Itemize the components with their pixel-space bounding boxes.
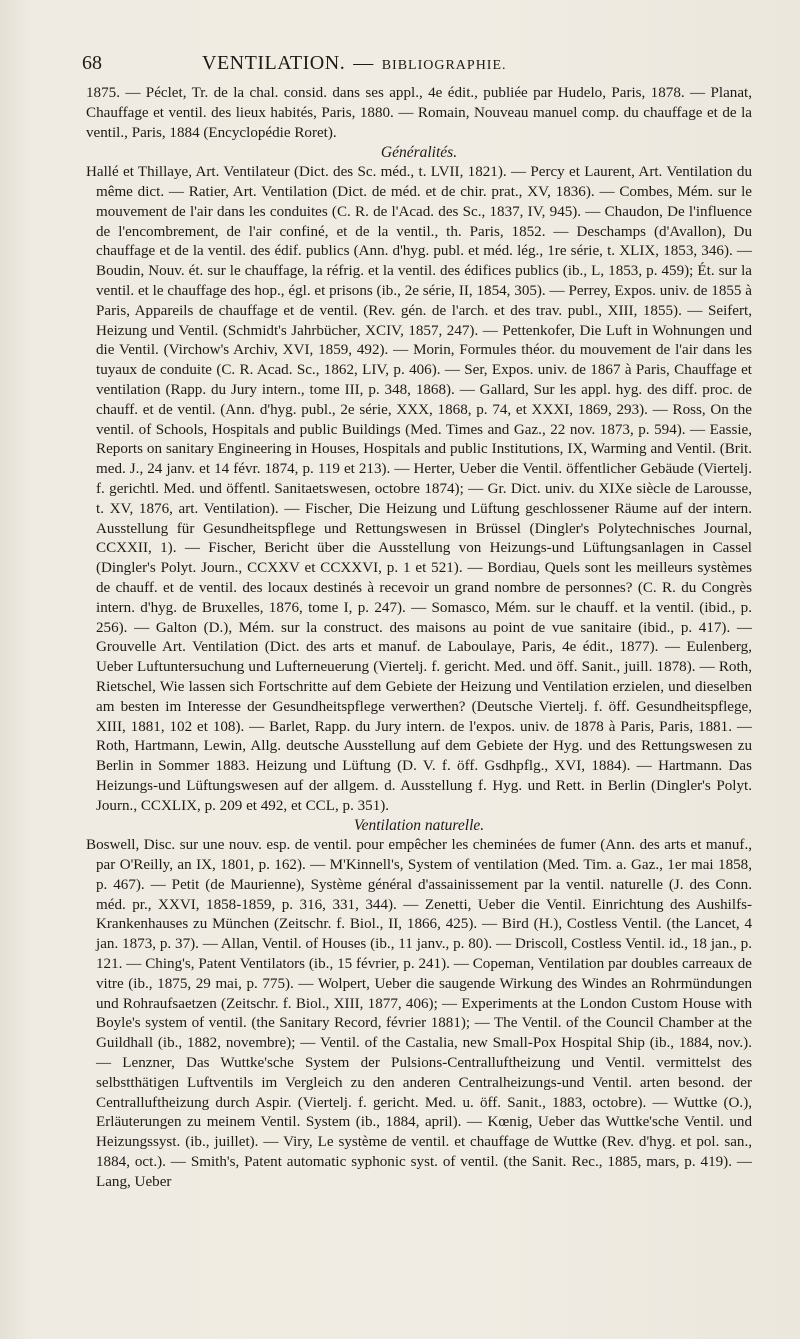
bibliography-paragraph-ventilation-naturelle: Boswell, Disc. sur une nouv. esp. de ventil. pour empêcher les cheminées de fumer (Ann. des arts et manuf., par O'Reilly, an IX, 1801, p. 162). — M'Kinnell's, System of ventilation (Med. Tim. a. Gaz., 1er mai 1858, p. 467). — Petit (de Maurienne), Système général d'assainissement par la ventil. naturelle (J. des Conn. méd. pr., XXVI, 1858-1859, p. 316, 331, 344). — Zenetti, Ueber die Ventil. Einrichtung des Aushilfs-Krankenhauses zu München (Zeitschr. f. Biol., II, 1866, 425). — Bird (H.), Costless Ventil. (the Lancet, 4 jan. 1873, p. 37). — Allan, Ventil. of Houses (ib., 11 janv., p. 80). — Driscoll, Costless Ventil. id., 18 jan., p. 121. — Ching's, Patent Ventilators (ib., 15 février, p. 241). — Copeman, Ventilation par doubles carreaux de vitre (ib., 1875, 29 mai, p. 775). — Wolpert, Ueber die saugende Wirkung des Windes an Rohrmündungen und Rohraufsaetzen (Zeitschr. f. Biol., XIII, 1877, 406); — Experiments at the London Custom House with Boyle's system of ventil. (the Sanitary Record, février 1881); — The Ventil. of the Council Chamber at the Guildhall (ib., 1882, novembre); — Ventil. of the Castalia, new Small-Pox Hospital Ship (ib., 1884, nov.). — Lenzner, Das Wuttke'sche System der Pulsions-Centralluftheizung und Ventil. vermittelst des selbstthätigen Luftventils im Vergleich zu den anderen Centralheizungs-und Ventil. arten besond. der Centralluftheizung durch Aspir. (Viertelj. f. gericht. Med. u. öff. Sanit., 1883, octobre). — Wuttke (O.), Erläuterungen zu meinem Ventil. System (ib., 1884, april). — Kœnig, Ueber das Wuttke'sche Ventil. und Heizungssyst. (ib., juillet). — Viry, Le système de ventil. et chauffage de Wuttke (Rev. d'hyg. et pol. san., 1884, oct.). — Smith's, Patent automatic syphonic syst. of ventil. (the Sanit. Rec., 1885, mars, p. 419). — Lang, Ueber [86, 837, 752, 1190]
section-subtitle: BIBLIOGRAPHIE. [381, 58, 507, 73]
running-title [202, 52, 507, 75]
section-heading-generalites: Généralités. [380, 144, 458, 162]
chapter-title: VENTILATION. [202, 52, 346, 74]
title-separator: — [353, 52, 374, 74]
continued-entries: 1875. — Péclet, Tr. de la chal. consid. dans ses appl., 4e édit., publiée par Hudelo, Paris, 1878. — Planat, Chauffage et ventil. des lieux habités, Paris, 1880. — Romain, Nouveau manuel comp. du chauffage et de la ventil., Paris, 1884 (Encyclopédie Roret). [86, 85, 752, 141]
page-number: 68 [82, 52, 102, 74]
section-heading-ventilation-naturelle: Ventilation naturelle. [353, 817, 485, 835]
running-header [82, 52, 752, 82]
bibliography-paragraph-generalites: Hallé et Thillaye, Art. Ventilateur (Dict. des Sc. méd., t. LVII, 1821). — Percy et Laurent, Art. Ventilation du même dict. — Ratier, Art. Ventilation (Dict. de méd. et de chir. prat., XV, 1836). — Combes, Mém. sur le mouvement de l'air dans les conduites (C. R. de l'Acad. des Sc., 1837, IV, 945). — Chaudon, De l'influence de l'encombrement, de l'air confiné, et de la ventil., th. Paris, 1852. — Deschamps (d'Avallon), Du chauffage et de la ventil. des édif. publics (Ann. d'hyg. publ. et méd. lég., 1re série, t. XLIX, 1853, 346). — Boudin, Nouv. ét. sur le chauffage, la réfrig. et la ventil. des édifices publics (ib., L, 1853, p. 459); Ét. sur la ventil. et le chauffage des hop., égl. et prisons (ib., 2e série, II, 1854, 305). — Perrey, Expos. univ. de 1855 à Paris, Appareils de chauffage et de ventil. (Rev. gén. de l'arch. et des trav. publ., XIII, 1855). — Seifert, Heizung und Ventil. (Schmidt's Jahrbücher, XCIV, 1857, 247). — Pettenkofer, Die Luft in Wohnungen und die Ventil. (Virchow's Archiv, XVI, 1859, 492). — Morin, Formules théor. du mouvement de l'air dans les tuyaux de conduite (C. R. Acad. Sc., 1862, LIV, p. 406). — Ser, Expos. univ. de 1867 à Paris, Chauffage et ventilation (Rapp. du Jury intern., tome III, p. 348, 1868). — Gallard, Sur les appl. hyg. des diff. proc. de chauff. et de ventil. (Ann. d'hyg. publ., 2e série, XXX, 1868, p. 74, et XXXI, 1869, 293). — Ross, On the ventil. of Schools, Hospitals and public Buildings (Med. Times and Gaz., 22 nov. 1873, p. 594). — Eassie, Reports on sanitary Engineering in Houses, Hospitals and public Institutions, IX, Warming and Ventil. (Brit. med. J., 24 janv. et 14 févr. 1874, p. 119 et 213). — Herter, Ueber die Ventil. öffentlicher Gebäude (Viertelj. f. gerichtl. Med. und öffentl. Sanitaetswesen, octobre 1874); — Gr. Dict. univ. du XIXe siècle de Larousse, t. XV, 1876, art. Ventilation). — Fischer, Die Heizung und Lüftung geschlossener Räume auf der intern. Ausstellung für Gesundheitspflege und Rettungswesen in Brüssel (Dingler's Polytechnisches Journal, CCXXII, 1). — Fischer, Bericht über die Ausstellung von Heizungs-und Lüftungsanlagen in Cassel (Dingler's Polyt. Journ., CCXXV et CCXXVI, p. 1 et 521). — Bordiau, Quels sont les meilleurs systèmes de chauff. et de ventil. des locaux destinés à recevoir un grand nombre de personnes? (C. R. du Congrès intern. d'hyg. de Bruxelles, 1876, tome I, p. 247). — Somasco, Mém. sur le chauff. et la ventil. (ibid., p. 256). — Galton (D.), Mém. sur la construct. des maisons au point de vue sanitaire (ibid., p. 417). — Grouvelle Art. Ventilation (Dict. des arts et manuf. de Laboulaye, Paris, 4e édit., 1877). — Eulenberg, Ueber Luftuntersuchung und Lufterneuerung (Viertelj. f. gericht. Med. und öff. Sanit., juill. 1878). — Roth, Rietschel, Wie lassen sich Fortschritte auf dem Gebiete der Heizung und Ventilation erzielen, und dieselben am besten im Interesse der Gesundheitspflege verwerthen? (Deutsche Viertelj. f. öff. Gesundheitspflege, XIII, 1881, 102 et 108). — Barlet, Rapp. du Jury intern. de l'expos. univ. de 1878 à Paris, Paris, 1881. — Roth, Hartmann, Lewin, Allg. deutsche Ausstellung auf dem Gebiete der Hyg. und des Rettungswesen zu Berlin in Sommer 1883. Heizung und Lüftung (D. V. f. öff. Gsdhpflg., XVI, 1884). — Hartmann. Das Heizungs-und Lüftungswesen auf der allgem. d. Ausstellung f. Hyg. und Rett. in Berlin (Dingler's Polyt. Journ., CCXLIX, p. 209 et 492, et CCL, p. 351). [86, 164, 752, 814]
bibliography-body [86, 84, 752, 1193]
